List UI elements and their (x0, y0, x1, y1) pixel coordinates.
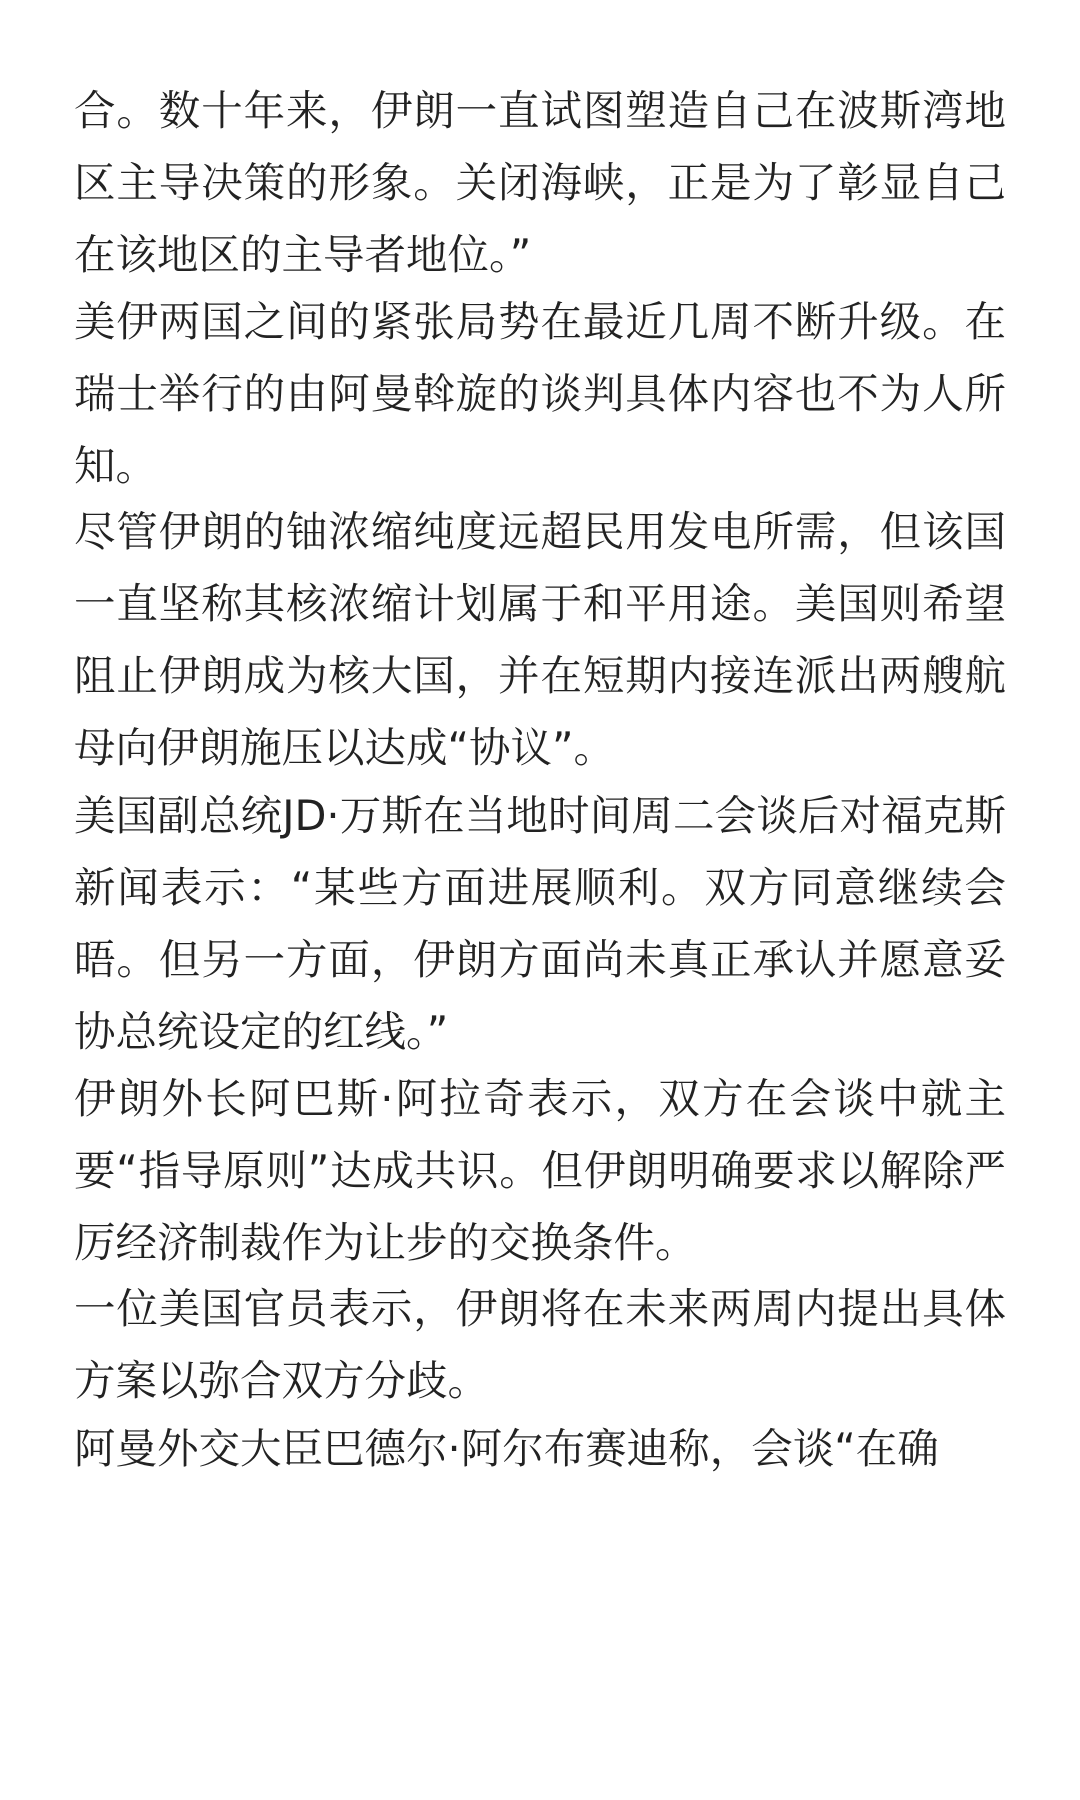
article-paragraph-6: 一位美国官员表示，伊朗将在未来两周内提出具体方案以弥合双方分歧。 (74, 1284, 1006, 1405)
article-paragraph-1: 合。数十年来，伊朗一直试图塑造自己在波斯湾地区主导决策的形象。关闭海峡，正是为了彰显自己在该地区的主导者地位。” (74, 86, 1006, 279)
article-paragraph-2: 美伊两国之间的紧张局势在最近几周不断升级。在瑞士举行的由阿曼斡旋的谈判具体内容也不为人所知。 (74, 297, 1006, 490)
article-paragraph-4: 美国副总统JD·万斯在当地时间周二会谈后对福克斯新闻表示：“某些方面进展顺利。双方同意继续会晤。但另一方面，伊朗方面尚未真正承认并愿意妥协总统设定的红线。” (74, 791, 1006, 1056)
article-paragraph-7: 阿曼外交大臣巴德尔·阿尔布赛迪称，会谈“在确 (74, 1424, 939, 1473)
article-paragraph-3: 尽管伊朗的铀浓缩纯度远超民用发电所需，但该国一直坚称其核浓缩计划属于和平用途。美国则希望阻止伊朗成为核大国，并在短期内接连派出两艘航母向伊朗施压以达成“协议”。 (74, 507, 1006, 772)
article-paragraph-5: 伊朗外长阿巴斯·阿拉奇表示，双方在会谈中就主要“指导原则”达成共识。但伊朗明确要求以解除严厉经济制裁作为让步的交换条件。 (74, 1074, 1006, 1267)
